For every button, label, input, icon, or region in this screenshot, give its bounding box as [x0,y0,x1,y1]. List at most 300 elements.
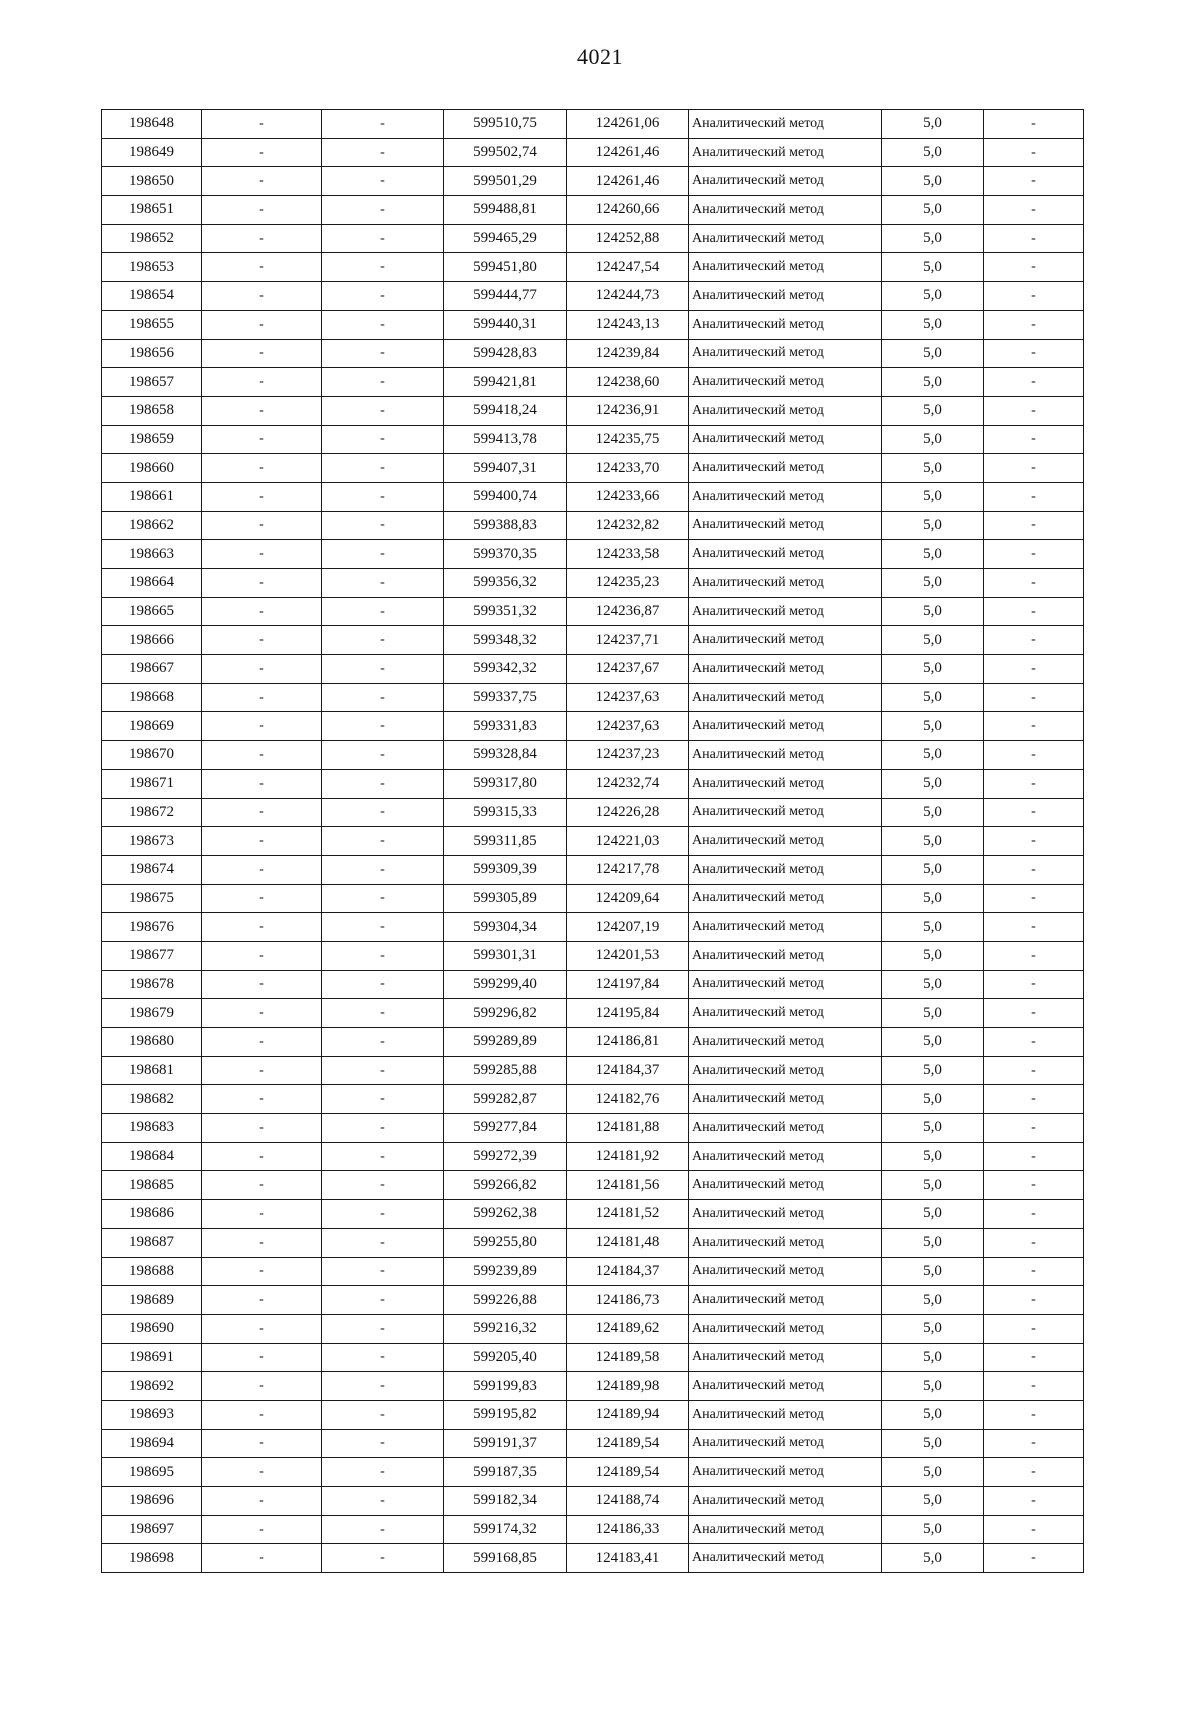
dash-cell: - [202,425,322,454]
y-coordinate-cell: 124189,58 [567,1343,689,1372]
dash-cell: - [984,1515,1084,1544]
table-row [102,396,1084,425]
dash-cell: - [322,425,444,454]
method-cell: Аналитический метод [689,396,882,425]
accuracy-cell: 5,0 [882,855,984,884]
method-cell: Аналитический метод [689,683,882,712]
dash-cell: - [202,827,322,856]
y-coordinate-cell: 124235,23 [567,569,689,598]
y-coordinate-cell: 124235,75 [567,425,689,454]
dash-cell: - [984,655,1084,684]
point-number-cell: 198680 [102,1028,202,1057]
y-coordinate-cell: 124186,73 [567,1286,689,1315]
method-cell: Аналитический метод [689,339,882,368]
method-cell: Аналитический метод [689,310,882,339]
method-cell: Аналитический метод [689,540,882,569]
dash-cell: - [202,1056,322,1085]
accuracy-cell: 5,0 [882,425,984,454]
x-coordinate-cell: 599239,89 [444,1257,567,1286]
dash-cell: - [984,138,1084,167]
accuracy-cell: 5,0 [882,827,984,856]
accuracy-cell: 5,0 [882,110,984,139]
dash-cell: - [322,138,444,167]
dash-cell: - [984,1343,1084,1372]
table-row [102,1228,1084,1257]
accuracy-cell: 5,0 [882,1429,984,1458]
point-number-cell: 198669 [102,712,202,741]
method-cell: Аналитический метод [689,368,882,397]
accuracy-cell: 5,0 [882,626,984,655]
x-coordinate-cell: 599285,88 [444,1056,567,1085]
point-number-cell: 198670 [102,741,202,770]
dash-cell: - [984,712,1084,741]
dash-cell: - [984,855,1084,884]
dash-cell: - [202,1114,322,1143]
table-row [102,827,1084,856]
dash-cell: - [322,196,444,225]
method-cell: Аналитический метод [689,110,882,139]
method-cell: Аналитический метод [689,253,882,282]
y-coordinate-cell: 124181,52 [567,1200,689,1229]
table-row [102,1544,1084,1573]
dash-cell: - [322,1286,444,1315]
point-number-cell: 198664 [102,569,202,598]
accuracy-cell: 5,0 [882,454,984,483]
dash-cell: - [322,569,444,598]
dash-cell: - [984,1200,1084,1229]
table-row [102,712,1084,741]
table-row [102,1515,1084,1544]
x-coordinate-cell: 599226,88 [444,1286,567,1315]
x-coordinate-cell: 599289,89 [444,1028,567,1057]
point-number-cell: 198683 [102,1114,202,1143]
accuracy-cell: 5,0 [882,1314,984,1343]
dash-cell: - [984,1114,1084,1143]
y-coordinate-cell: 124244,73 [567,282,689,311]
method-cell: Аналитический метод [689,454,882,483]
point-number-cell: 198668 [102,683,202,712]
point-number-cell: 198656 [102,339,202,368]
accuracy-cell: 5,0 [882,1056,984,1085]
dash-cell: - [202,167,322,196]
accuracy-cell: 5,0 [882,1257,984,1286]
table-row [102,540,1084,569]
x-coordinate-cell: 599199,83 [444,1372,567,1401]
dash-cell: - [202,1171,322,1200]
x-coordinate-cell: 599444,77 [444,282,567,311]
accuracy-cell: 5,0 [882,655,984,684]
dash-cell: - [322,110,444,139]
table-row [102,167,1084,196]
table-row [102,1487,1084,1516]
table-row [102,310,1084,339]
dash-cell: - [202,655,322,684]
dash-cell: - [322,482,444,511]
method-cell: Аналитический метод [689,999,882,1028]
point-number-cell: 198657 [102,368,202,397]
y-coordinate-cell: 124189,62 [567,1314,689,1343]
dash-cell: - [322,1056,444,1085]
y-coordinate-cell: 124183,41 [567,1544,689,1573]
y-coordinate-cell: 124197,84 [567,970,689,999]
y-coordinate-cell: 124261,46 [567,167,689,196]
dash-cell: - [202,913,322,942]
dash-cell: - [202,1487,322,1516]
dash-cell: - [984,884,1084,913]
dash-cell: - [322,396,444,425]
accuracy-cell: 5,0 [882,196,984,225]
dash-cell: - [984,1544,1084,1573]
x-coordinate-cell: 599317,80 [444,769,567,798]
dash-cell: - [202,368,322,397]
y-coordinate-cell: 124182,76 [567,1085,689,1114]
dash-cell: - [322,827,444,856]
dash-cell: - [202,941,322,970]
dash-cell: - [984,282,1084,311]
x-coordinate-cell: 599337,75 [444,683,567,712]
method-cell: Аналитический метод [689,1257,882,1286]
dash-cell: - [984,970,1084,999]
dash-cell: - [984,482,1084,511]
dash-cell: - [202,396,322,425]
accuracy-cell: 5,0 [882,1515,984,1544]
dash-cell: - [984,1372,1084,1401]
accuracy-cell: 5,0 [882,282,984,311]
dash-cell: - [322,1372,444,1401]
table-row [102,454,1084,483]
y-coordinate-cell: 124252,88 [567,224,689,253]
method-cell: Аналитический метод [689,1515,882,1544]
dash-cell: - [984,1257,1084,1286]
accuracy-cell: 5,0 [882,540,984,569]
x-coordinate-cell: 599195,82 [444,1400,567,1429]
method-cell: Аналитический метод [689,1400,882,1429]
point-number-cell: 198661 [102,482,202,511]
table-row [102,1372,1084,1401]
method-cell: Аналитический метод [689,1487,882,1516]
point-number-cell: 198652 [102,224,202,253]
point-number-cell: 198659 [102,425,202,454]
point-number-cell: 198676 [102,913,202,942]
accuracy-cell: 5,0 [882,1372,984,1401]
dash-cell: - [322,597,444,626]
table-row [102,368,1084,397]
dash-cell: - [202,1228,322,1257]
dash-cell: - [202,482,322,511]
y-coordinate-cell: 124186,81 [567,1028,689,1057]
y-coordinate-cell: 124201,53 [567,941,689,970]
dash-cell: - [322,884,444,913]
accuracy-cell: 5,0 [882,769,984,798]
dash-cell: - [322,511,444,540]
accuracy-cell: 5,0 [882,1142,984,1171]
dash-cell: - [322,224,444,253]
point-number-cell: 198698 [102,1544,202,1573]
dash-cell: - [322,970,444,999]
dash-cell: - [322,1400,444,1429]
dash-cell: - [984,196,1084,225]
table-body [102,110,1084,1573]
dash-cell: - [984,1228,1084,1257]
accuracy-cell: 5,0 [882,597,984,626]
table-row [102,941,1084,970]
method-cell: Аналитический метод [689,626,882,655]
table-row [102,224,1084,253]
dash-cell: - [202,597,322,626]
dash-cell: - [202,282,322,311]
y-coordinate-cell: 124207,19 [567,913,689,942]
y-coordinate-cell: 124209,64 [567,884,689,913]
table-row [102,626,1084,655]
point-number-cell: 198689 [102,1286,202,1315]
x-coordinate-cell: 599205,40 [444,1343,567,1372]
accuracy-cell: 5,0 [882,368,984,397]
accuracy-cell: 5,0 [882,138,984,167]
dash-cell: - [322,741,444,770]
dash-cell: - [202,138,322,167]
y-coordinate-cell: 124261,06 [567,110,689,139]
dash-cell: - [322,339,444,368]
point-number-cell: 198681 [102,1056,202,1085]
point-number-cell: 198649 [102,138,202,167]
x-coordinate-cell: 599311,85 [444,827,567,856]
table-row [102,769,1084,798]
dash-cell: - [984,1487,1084,1516]
dash-cell: - [984,1142,1084,1171]
point-number-cell: 198686 [102,1200,202,1229]
x-coordinate-cell: 599296,82 [444,999,567,1028]
x-coordinate-cell: 599272,39 [444,1142,567,1171]
table-row [102,425,1084,454]
table-row [102,339,1084,368]
dash-cell: - [984,396,1084,425]
method-cell: Аналитический метод [689,1228,882,1257]
dash-cell: - [202,1544,322,1573]
table-row [102,253,1084,282]
dash-cell: - [984,339,1084,368]
point-number-cell: 198655 [102,310,202,339]
dash-cell: - [984,540,1084,569]
dash-cell: - [984,1286,1084,1315]
dash-cell: - [202,626,322,655]
accuracy-cell: 5,0 [882,569,984,598]
dash-cell: - [984,110,1084,139]
dash-cell: - [202,1515,322,1544]
y-coordinate-cell: 124237,71 [567,626,689,655]
dash-cell: - [322,1487,444,1516]
dash-cell: - [322,1343,444,1372]
x-coordinate-cell: 599348,32 [444,626,567,655]
dash-cell: - [322,1085,444,1114]
point-number-cell: 198695 [102,1458,202,1487]
y-coordinate-cell: 124237,63 [567,712,689,741]
x-coordinate-cell: 599174,32 [444,1515,567,1544]
dash-cell: - [984,569,1084,598]
y-coordinate-cell: 124261,46 [567,138,689,167]
dash-cell: - [202,339,322,368]
x-coordinate-cell: 599451,80 [444,253,567,282]
x-coordinate-cell: 599191,37 [444,1429,567,1458]
dash-cell: - [984,224,1084,253]
method-cell: Аналитический метод [689,1372,882,1401]
accuracy-cell: 5,0 [882,339,984,368]
dash-cell: - [984,769,1084,798]
x-coordinate-cell: 599331,83 [444,712,567,741]
y-coordinate-cell: 124184,37 [567,1257,689,1286]
x-coordinate-cell: 599400,74 [444,482,567,511]
dash-cell: - [202,1343,322,1372]
accuracy-cell: 5,0 [882,1400,984,1429]
point-number-cell: 198671 [102,769,202,798]
point-number-cell: 198675 [102,884,202,913]
table-row [102,482,1084,511]
point-number-cell: 198687 [102,1228,202,1257]
x-coordinate-cell: 599413,78 [444,425,567,454]
method-cell: Аналитический метод [689,597,882,626]
table-row [102,1400,1084,1429]
method-cell: Аналитический метод [689,1056,882,1085]
accuracy-cell: 5,0 [882,1171,984,1200]
accuracy-cell: 5,0 [882,741,984,770]
accuracy-cell: 5,0 [882,999,984,1028]
table-row [102,999,1084,1028]
dash-cell: - [322,1142,444,1171]
table-row [102,1056,1084,1085]
accuracy-cell: 5,0 [882,970,984,999]
dash-cell: - [984,368,1084,397]
accuracy-cell: 5,0 [882,1544,984,1573]
accuracy-cell: 5,0 [882,253,984,282]
dash-cell: - [322,712,444,741]
table-row [102,683,1084,712]
dash-cell: - [322,253,444,282]
point-number-cell: 198684 [102,1142,202,1171]
dash-cell: - [202,224,322,253]
y-coordinate-cell: 124181,48 [567,1228,689,1257]
point-number-cell: 198692 [102,1372,202,1401]
table-row [102,798,1084,827]
dash-cell: - [322,683,444,712]
y-coordinate-cell: 124260,66 [567,196,689,225]
table-row [102,1429,1084,1458]
x-coordinate-cell: 599342,32 [444,655,567,684]
dash-cell: - [322,167,444,196]
table-row [102,655,1084,684]
method-cell: Аналитический метод [689,741,882,770]
method-cell: Аналитический метод [689,855,882,884]
y-coordinate-cell: 124233,58 [567,540,689,569]
point-number-cell: 198662 [102,511,202,540]
table-row [102,1171,1084,1200]
y-coordinate-cell: 124189,94 [567,1400,689,1429]
accuracy-cell: 5,0 [882,310,984,339]
method-cell: Аналитический метод [689,655,882,684]
table-row [102,1200,1084,1229]
method-cell: Аналитический метод [689,1142,882,1171]
dash-cell: - [322,454,444,483]
dash-cell: - [984,1028,1084,1057]
dash-cell: - [202,454,322,483]
dash-cell: - [322,1114,444,1143]
dash-cell: - [984,827,1084,856]
dash-cell: - [202,1372,322,1401]
dash-cell: - [322,1544,444,1573]
y-coordinate-cell: 124237,63 [567,683,689,712]
method-cell: Аналитический метод [689,970,882,999]
point-number-cell: 198653 [102,253,202,282]
dash-cell: - [322,1314,444,1343]
x-coordinate-cell: 599168,85 [444,1544,567,1573]
method-cell: Аналитический метод [689,712,882,741]
dash-cell: - [322,626,444,655]
dash-cell: - [984,425,1084,454]
dash-cell: - [202,1458,322,1487]
method-cell: Аналитический метод [689,511,882,540]
accuracy-cell: 5,0 [882,798,984,827]
accuracy-cell: 5,0 [882,1487,984,1516]
dash-cell: - [984,1429,1084,1458]
dash-cell: - [322,1257,444,1286]
dash-cell: - [322,1458,444,1487]
y-coordinate-cell: 124189,54 [567,1458,689,1487]
dash-cell: - [202,253,322,282]
point-number-cell: 198691 [102,1343,202,1372]
dash-cell: - [202,798,322,827]
y-coordinate-cell: 124233,70 [567,454,689,483]
x-coordinate-cell: 599187,35 [444,1458,567,1487]
dash-cell: - [202,1286,322,1315]
method-cell: Аналитический метод [689,224,882,253]
dash-cell: - [322,798,444,827]
accuracy-cell: 5,0 [882,1343,984,1372]
dash-cell: - [984,1085,1084,1114]
y-coordinate-cell: 124189,98 [567,1372,689,1401]
x-coordinate-cell: 599182,34 [444,1487,567,1516]
x-coordinate-cell: 599304,34 [444,913,567,942]
x-coordinate-cell: 599266,82 [444,1171,567,1200]
table-row [102,196,1084,225]
dash-cell: - [202,999,322,1028]
method-cell: Аналитический метод [689,1544,882,1573]
dash-cell: - [202,769,322,798]
dash-cell: - [322,1200,444,1229]
x-coordinate-cell: 599356,32 [444,569,567,598]
dash-cell: - [984,454,1084,483]
x-coordinate-cell: 599351,32 [444,597,567,626]
x-coordinate-cell: 599282,87 [444,1085,567,1114]
accuracy-cell: 5,0 [882,1085,984,1114]
accuracy-cell: 5,0 [882,1200,984,1229]
dash-cell: - [322,1171,444,1200]
table-row [102,110,1084,139]
point-number-cell: 198660 [102,454,202,483]
dash-cell: - [202,1142,322,1171]
table-row [102,913,1084,942]
x-coordinate-cell: 599488,81 [444,196,567,225]
y-coordinate-cell: 124226,28 [567,798,689,827]
accuracy-cell: 5,0 [882,224,984,253]
accuracy-cell: 5,0 [882,884,984,913]
dash-cell: - [984,1314,1084,1343]
dash-cell: - [202,855,322,884]
dash-cell: - [322,1228,444,1257]
y-coordinate-cell: 124238,60 [567,368,689,397]
dash-cell: - [984,626,1084,655]
table-row [102,855,1084,884]
y-coordinate-cell: 124243,13 [567,310,689,339]
y-coordinate-cell: 124232,82 [567,511,689,540]
method-cell: Аналитический метод [689,769,882,798]
